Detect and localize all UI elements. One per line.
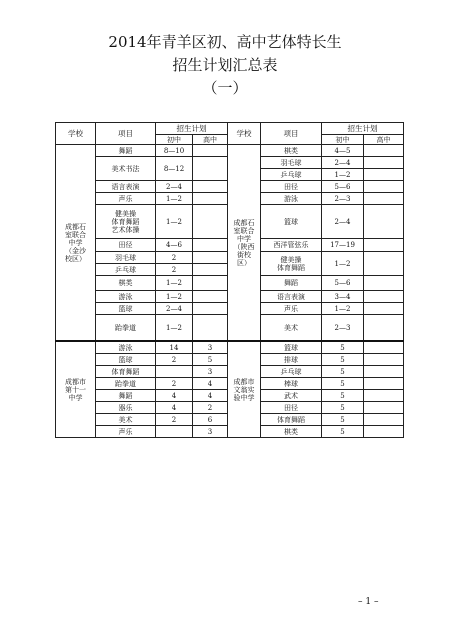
school-cell-line: 室联合: [65, 230, 86, 239]
project-cell: 器乐: [96, 402, 156, 414]
document-title-line-3: （一）: [202, 79, 248, 97]
school-cell-line: 中学: [237, 234, 251, 243]
project-cell: 乒乓球: [261, 366, 322, 378]
project-cell: [261, 252, 322, 276]
project-cell: 乒乓球: [261, 169, 322, 181]
header-junior: 初中: [322, 135, 364, 145]
project-cell: 舞蹈: [261, 276, 322, 291]
senior-count: [193, 276, 228, 291]
junior-count: 4—6: [156, 239, 193, 252]
project-cell: 语言表演: [96, 181, 156, 193]
senior-count: 4: [193, 378, 228, 390]
document-title-line-1: 2014年青羊区初、高中艺体特长生: [108, 33, 342, 51]
project-cell: 乒乓球: [96, 264, 156, 276]
project-cell: 体育舞蹈: [96, 366, 156, 378]
junior-count: 2: [156, 354, 193, 366]
junior-count: 4: [156, 390, 193, 402]
project-cell: 篮球: [261, 341, 322, 354]
senior-count: [364, 390, 404, 402]
project-cell: 游泳: [96, 291, 156, 303]
junior-count: [156, 366, 193, 378]
senior-count: [193, 239, 228, 252]
junior-count: 8—10: [156, 145, 193, 157]
junior-count: 1—2: [156, 315, 193, 342]
junior-count: 1—2: [322, 169, 364, 181]
senior-count: [364, 145, 404, 157]
project-cell: 篮球: [261, 205, 322, 239]
junior-count: 5: [322, 414, 364, 426]
header-project: 项目: [96, 123, 156, 145]
project-cell: 舞蹈: [96, 145, 156, 157]
senior-count: [364, 341, 404, 354]
project-cell: 游泳: [261, 193, 322, 205]
header-plan: 招生计划: [322, 123, 404, 135]
senior-count: 3: [193, 341, 228, 354]
senior-count: [193, 205, 228, 239]
project-cell: 田径: [261, 402, 322, 414]
project-cell: 棋类: [261, 145, 322, 157]
senior-count: 3: [193, 426, 228, 438]
junior-count: 5—6: [322, 276, 364, 291]
project-cell: 美术: [96, 414, 156, 426]
senior-count: [364, 239, 404, 252]
junior-count: 4: [156, 402, 193, 414]
project-cell: 篮球: [96, 354, 156, 366]
junior-count: 2: [156, 264, 193, 276]
project-cell: 棒球: [261, 378, 322, 390]
junior-count: 1—2: [322, 303, 364, 315]
document-title-line-2: 招生计划汇总表: [172, 56, 278, 74]
project-cell: 跆拳道: [96, 315, 156, 342]
junior-count: 3—4: [322, 291, 364, 303]
senior-count: [193, 303, 228, 315]
senior-count: [364, 354, 404, 366]
junior-count: 1—2: [156, 205, 193, 239]
school-cell-line: 文翁实: [233, 385, 255, 394]
project-cell: 游泳: [96, 341, 156, 354]
header-junior: 初中: [156, 135, 193, 145]
senior-count: [364, 366, 404, 378]
project-cell: 排球: [261, 354, 322, 366]
junior-count: 5: [322, 354, 364, 366]
school-cell-line: 室联合: [233, 226, 255, 235]
project-cell: 美术书法: [96, 157, 156, 181]
project-cell: 棋类: [261, 426, 322, 438]
school-cell-line: 成都市: [233, 377, 255, 386]
school-cell-line: 验中学: [233, 393, 255, 402]
junior-count: 1—2: [156, 276, 193, 291]
project-cell: 跆拳道: [96, 378, 156, 390]
project-cell: 武术: [261, 390, 322, 402]
senior-count: [193, 291, 228, 303]
junior-count: 2: [156, 252, 193, 264]
junior-count: 5: [322, 378, 364, 390]
senior-count: [364, 315, 404, 342]
school-cell: [228, 145, 261, 342]
school-cell: [56, 341, 96, 438]
project-cell: 美术: [261, 315, 322, 342]
senior-count: 2: [193, 402, 228, 414]
senior-count: [364, 303, 404, 315]
school-cell-line: 校区）: [65, 254, 86, 263]
table-row: [56, 341, 404, 354]
header-school: 学校: [228, 123, 261, 145]
junior-count: 2—4: [156, 181, 193, 193]
school-cell-line: 街校: [237, 250, 251, 259]
school-cell-line: 区）: [237, 258, 251, 267]
senior-count: [364, 157, 404, 169]
senior-count: [364, 205, 404, 239]
project-cell: 声乐: [261, 303, 322, 315]
project-cell: 体育舞蹈: [261, 414, 322, 426]
header-senior: 高中: [364, 135, 404, 145]
senior-count: [364, 181, 404, 193]
project-cell: 声乐: [96, 426, 156, 438]
senior-count: [193, 315, 228, 342]
senior-count: [364, 276, 404, 291]
junior-count: 5: [322, 341, 364, 354]
project-cell: 棋类: [96, 276, 156, 291]
table-row: [56, 123, 404, 135]
junior-count: 5—6: [322, 181, 364, 193]
senior-count: [193, 264, 228, 276]
senior-count: 3: [193, 366, 228, 378]
senior-count: 4: [193, 390, 228, 402]
header-plan: 招生计划: [156, 123, 228, 135]
junior-count: 2: [156, 378, 193, 390]
senior-count: [364, 378, 404, 390]
junior-count: 2—3: [322, 315, 364, 342]
senior-count: 5: [193, 354, 228, 366]
junior-count: 1—2: [322, 252, 364, 276]
senior-count: [364, 426, 404, 438]
senior-count: [364, 193, 404, 205]
school-cell-line: （金沙: [65, 246, 86, 255]
project-cell-line: 艺术体操: [111, 225, 140, 234]
junior-count: 2: [156, 414, 193, 426]
school-cell-line: 中学: [68, 238, 83, 247]
school-cell-line: （陕西: [233, 242, 255, 251]
junior-count: 2—4: [322, 205, 364, 239]
senior-count: [193, 181, 228, 193]
junior-count: 5: [322, 390, 364, 402]
page-number: – 1 –: [358, 597, 379, 607]
enrollment-plan-table: [55, 122, 404, 438]
junior-count: 17—19: [322, 239, 364, 252]
project-cell: [96, 205, 156, 239]
project-cell: 西洋管弦乐: [261, 239, 322, 252]
senior-count: [364, 291, 404, 303]
senior-count: [364, 414, 404, 426]
school-cell: [228, 341, 261, 438]
senior-count: [364, 169, 404, 181]
senior-count: 6: [193, 414, 228, 426]
junior-count: 4—5: [322, 145, 364, 157]
header-project: 项目: [261, 123, 322, 145]
school-cell-line: 成都市: [65, 377, 86, 386]
project-cell: 田径: [96, 239, 156, 252]
junior-count: 1—2: [156, 291, 193, 303]
senior-count: [193, 157, 228, 181]
project-cell: 篮球: [96, 303, 156, 315]
school-cell: [56, 145, 96, 342]
project-cell: 舞蹈: [96, 390, 156, 402]
project-cell: 羽毛球: [261, 157, 322, 169]
project-cell: 语言表演: [261, 291, 322, 303]
project-cell: 声乐: [96, 193, 156, 205]
project-cell-line: 体育舞蹈: [277, 263, 305, 272]
junior-count: [156, 426, 193, 438]
junior-count: 5: [322, 366, 364, 378]
header-senior: 高中: [193, 135, 228, 145]
project-cell: 田径: [261, 181, 322, 193]
junior-count: 5: [322, 426, 364, 438]
junior-count: 14: [156, 341, 193, 354]
table-row: [56, 145, 404, 157]
junior-count: 5: [322, 402, 364, 414]
project-cell: 羽毛球: [96, 252, 156, 264]
junior-count: 8—12: [156, 157, 193, 181]
senior-count: [193, 252, 228, 264]
project-cell-line: 健美操: [280, 255, 302, 264]
header-school: 学校: [56, 123, 96, 145]
school-cell-line: 第十一: [65, 385, 86, 394]
project-cell-line: 体育舞蹈: [111, 217, 140, 226]
junior-count: 1—2: [156, 193, 193, 205]
school-cell-line: 成都石: [233, 218, 255, 227]
junior-count: 2—3: [322, 193, 364, 205]
senior-count: [193, 193, 228, 205]
senior-count: [364, 402, 404, 414]
senior-count: [364, 252, 404, 276]
junior-count: 2—4: [156, 303, 193, 315]
school-cell-line: 成都石: [65, 222, 86, 231]
school-cell-line: 中学: [68, 393, 83, 402]
project-cell-line: 健美操: [115, 209, 136, 218]
junior-count: 2—4: [322, 157, 364, 169]
senior-count: [193, 145, 228, 157]
